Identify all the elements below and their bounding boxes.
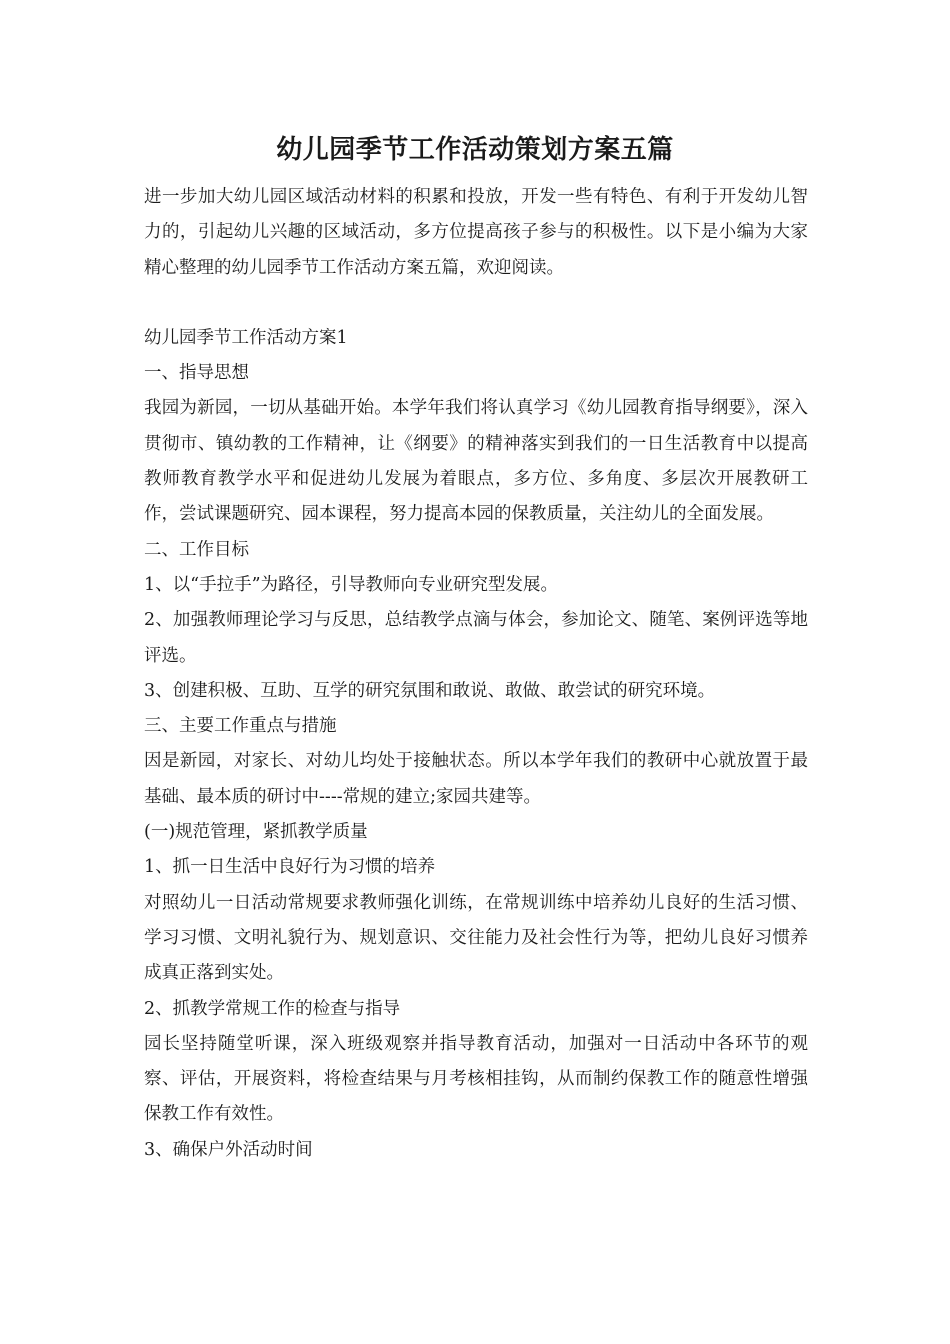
body-paragraph: 对照幼儿一日活动常规要求教师强化训练，在常规训练中培养幼儿良好的生活习惯、学习习惯、文明礼貌行为、规划意识、交往能力及社会性行为等，把幼儿良好习惯养成真正落到实处。 — [144, 892, 808, 984]
list-item: 3、确保户外活动时间 — [144, 1139, 313, 1160]
list-item: 1、以“手拉手”为路径，引导教师向专业研究型发展。 — [144, 574, 559, 595]
body-paragraph: 园长坚持随堂听课，深入班级观察并指导教育活动，加强对一日活动中各环节的观察、评估，开展资料，将检查结果与月考核相挂钩，从而制约保教工作的随意性增强保教工作有效性。 — [144, 1033, 808, 1125]
list-item: 2、抓教学常规工作的检查与指导 — [144, 998, 401, 1019]
subheading-work-goals: 二、工作目标 — [144, 539, 249, 560]
subheading-guiding-idea: 一、指导思想 — [144, 363, 249, 384]
intro-paragraph: 进一步加大幼儿园区域活动材料的积累和投放，开发一些有特色、有利于开发幼儿智力的，引起幼儿兴趣的区域活动，多方位提高孩子参与的积极性。以下是小编为大家精心整理的幼儿园季节工作活动方案五篇，欢迎阅读。 — [144, 187, 808, 278]
list-item: 3、创建积极、互助、互学的研究氛围和敢说、敢做、敢尝试的研究环境。 — [144, 680, 716, 701]
paragraph-spacer — [144, 286, 808, 321]
body-paragraph: 我园为新园，一切从基础开始。本学年我们将认真学习《幼儿园教育指导纲要》，深入贯彻市、镇幼教的工作精神，让《纲要》的精神落实到我们的一日生活教育中以提高教师教育教学水平和促进幼儿发展为着眼点，多方位、多角度、多层次开展教研工作，尝试课题研究、园本课程，努力提高本园的保教质量，关注幼儿的全面发展。 — [144, 398, 808, 525]
subheading-management: (一)规范管理，紧抓教学质量 — [144, 822, 368, 843]
document-body — [144, 180, 808, 1168]
list-item: 2、加强教师理论学习与反思，总结教学点滴与体会，参加论文、随笔、案例评选等地评选。 — [144, 610, 808, 666]
list-item: 1、抓一日生活中良好行为习惯的培养 — [144, 857, 436, 878]
subheading-key-measures: 三、主要工作重点与措施 — [144, 716, 337, 737]
body-paragraph: 因是新园，对家长、对幼儿均处于接触状态。所以本学年我们的教研中心就放置于最基础、最本质的研讨中----常规的建立;家园共建等。 — [144, 751, 808, 807]
section-heading: 幼儿园季节工作活动方案1 — [144, 327, 348, 348]
document-title: 幼儿园季节工作活动策划方案五篇 — [276, 135, 674, 165]
